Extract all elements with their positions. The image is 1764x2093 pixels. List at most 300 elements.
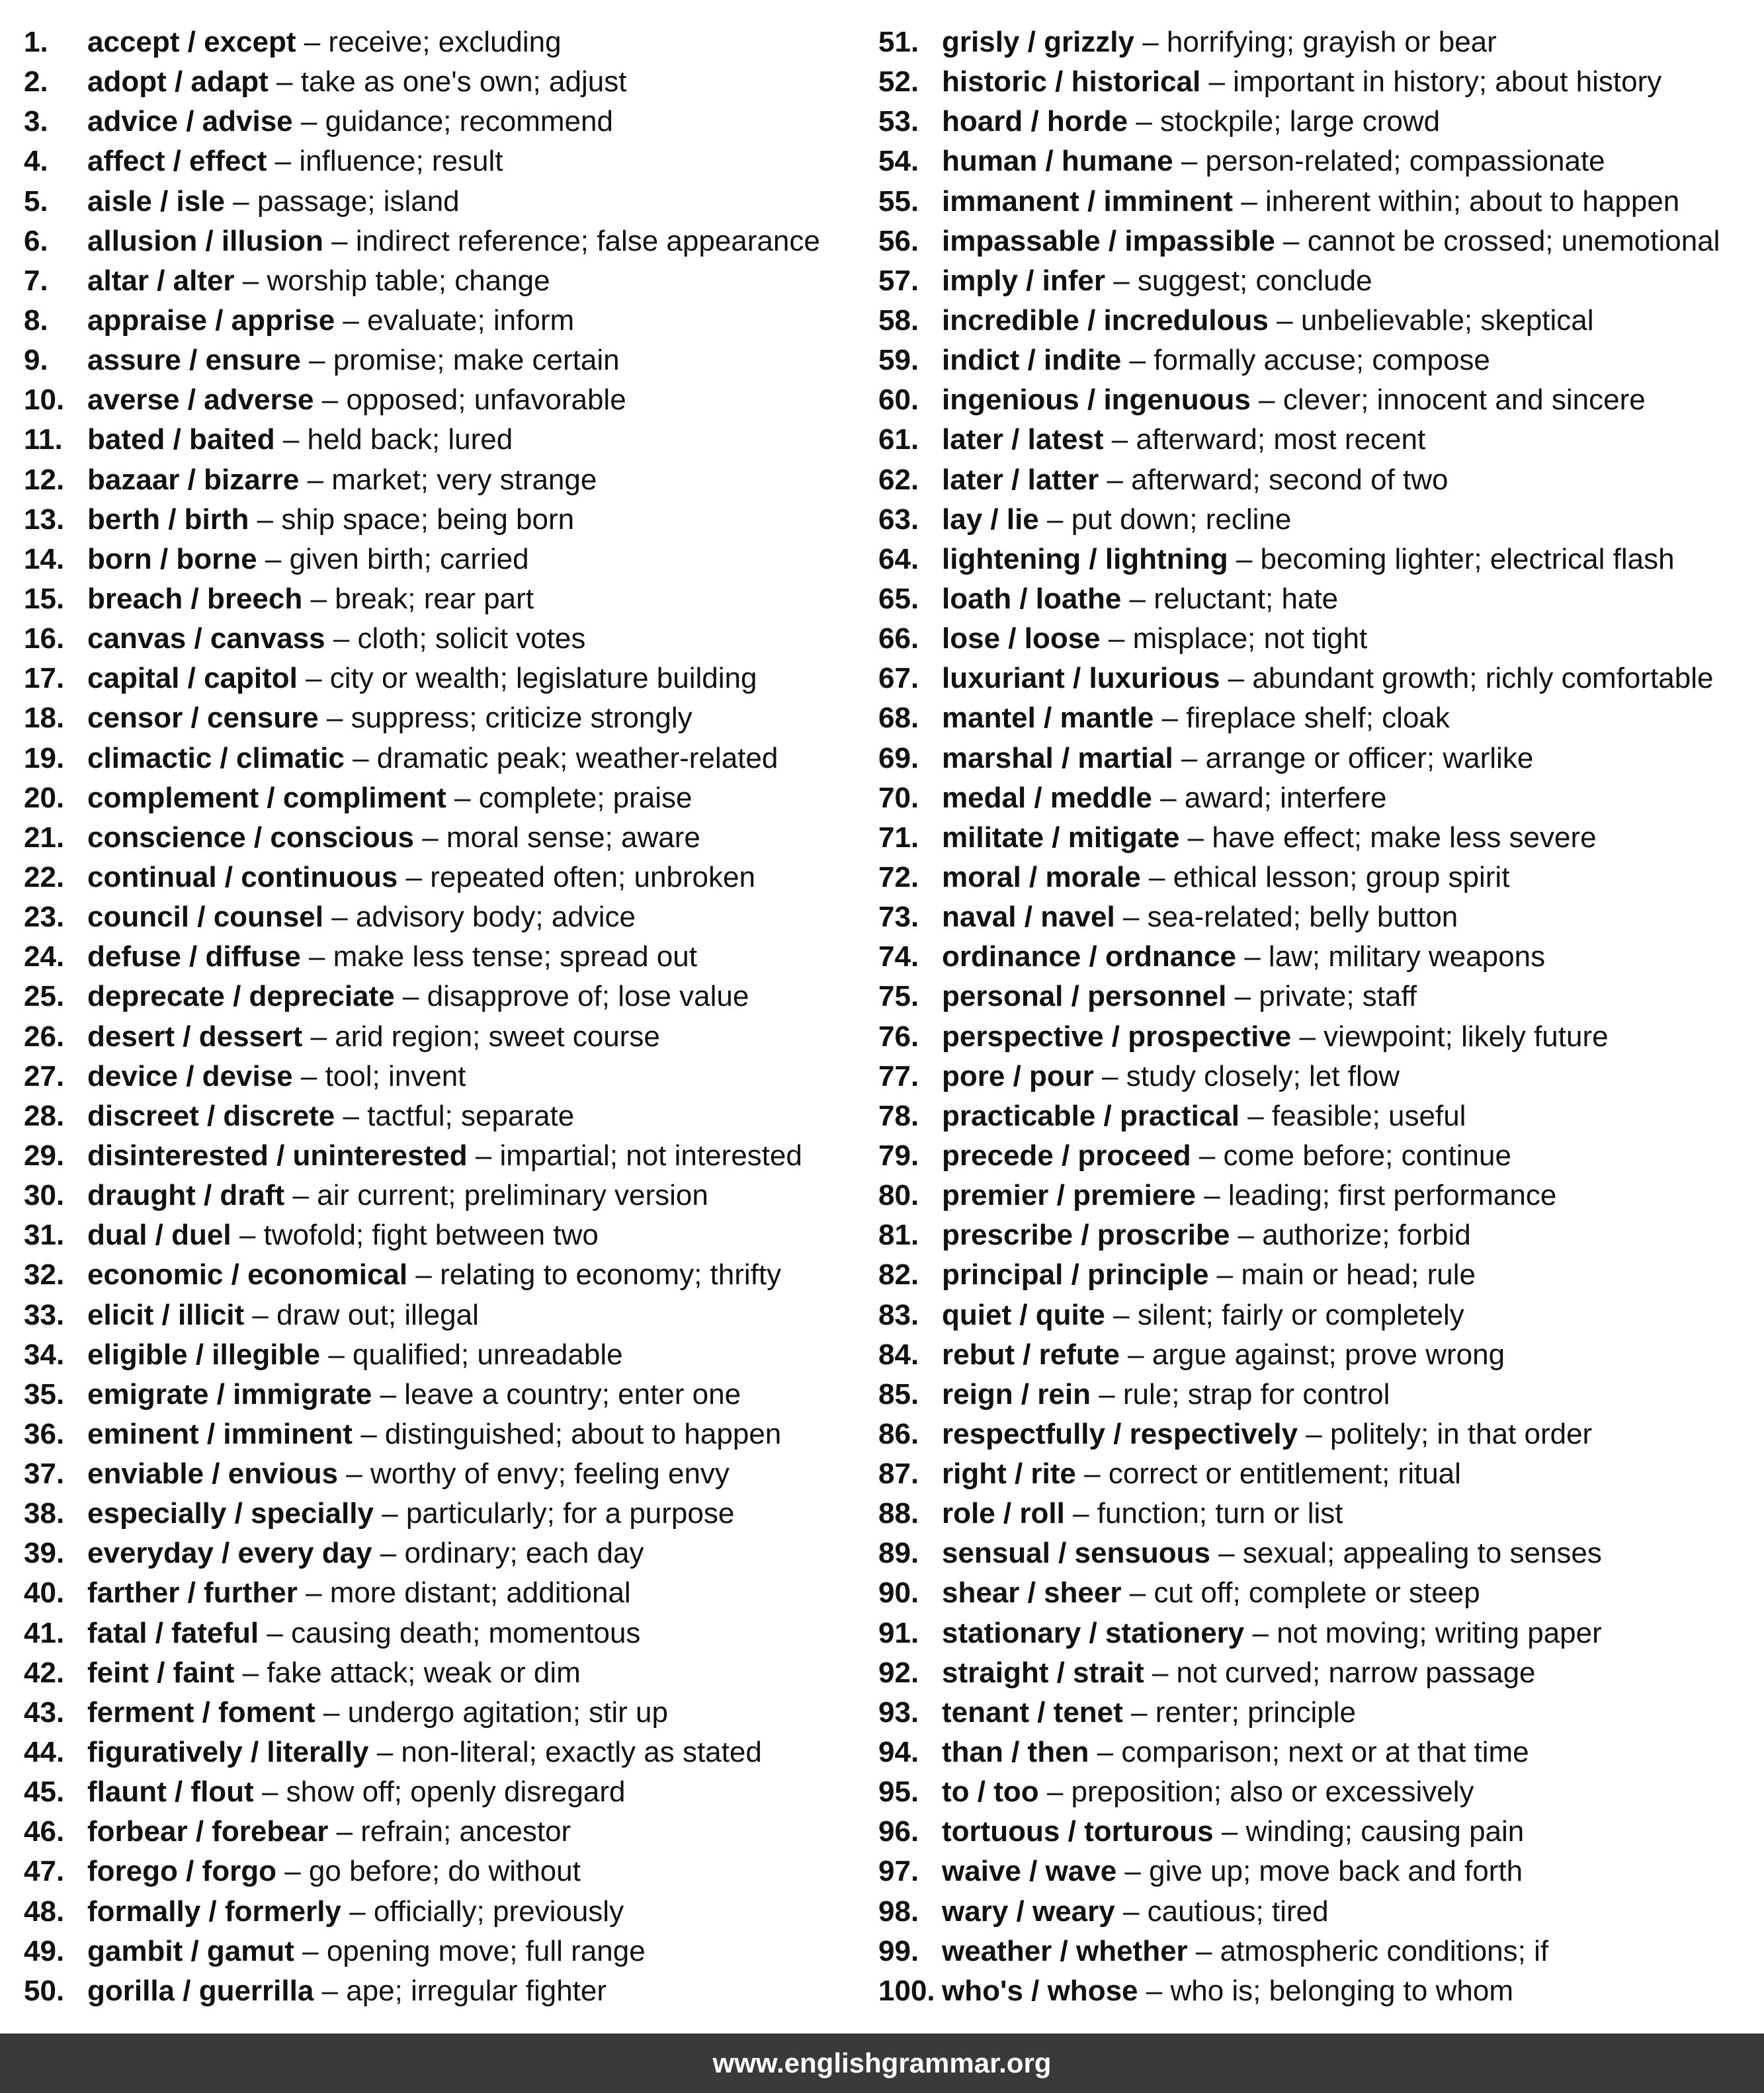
item-entry [942,1136,1511,1176]
word-pair: lose / loose [942,622,1101,655]
word-pair: eligible / illegible [87,1338,321,1371]
item-entry [942,1215,1471,1255]
word-definition: – ethical lesson; group spirit [1149,860,1510,893]
item-number: 61. [878,423,919,456]
list-item [24,1772,870,1812]
word-definition: – officially; previously [349,1895,624,1928]
word-definition: – causing death; momentous [267,1616,641,1649]
item-entry [942,1255,1476,1295]
word-definition: – leading; first performance [1204,1179,1557,1212]
list-item [24,1415,870,1454]
list-item [878,540,1751,579]
word-pair: weather / whether [942,1934,1188,1967]
list-item [878,579,1751,619]
word-definition: – cloth; solicit votes [333,622,586,655]
item-number: 99. [878,1934,919,1967]
list-item [24,301,870,341]
word-definition: – promise; make certain [309,344,620,377]
item-entry [87,659,757,698]
list-item [878,142,1751,181]
item-number: 89. [878,1537,919,1570]
item-number: 69. [878,741,919,774]
item-number: 2. [24,65,48,99]
word-definition: – non-literal; exactly as stated [376,1736,762,1769]
list-item [878,1454,1751,1494]
item-number: 43. [24,1696,65,1729]
list-item [24,1096,870,1136]
list-item [878,1096,1751,1136]
word-definition: – guidance; recommend [300,105,613,138]
list-item [878,1136,1751,1176]
word-pair: stationary / stationery [942,1616,1245,1649]
item-number: 64. [878,542,919,575]
word-pair: bated / baited [87,423,275,456]
list-item [24,261,870,301]
item-number: 78. [878,1099,919,1132]
word-pair: enviable / envious [87,1457,339,1491]
word-pair: figuratively / literally [87,1736,369,1769]
item-number: 28. [24,1099,65,1132]
list-item [878,1494,1751,1534]
word-definition: – influence; result [274,145,503,178]
list-item [24,460,870,500]
item-number: 40. [24,1577,65,1610]
item-number: 57. [878,264,919,297]
word-definition: – put down; recline [1047,503,1292,536]
item-entry [942,1096,1466,1136]
word-definition: – dramatic peak; weather-related [353,741,778,774]
word-definition: – feasible; useful [1247,1099,1466,1132]
item-number: 59. [878,344,919,377]
word-definition: – indirect reference; false appearance [331,224,820,257]
list-item [878,778,1751,818]
list-item [24,1573,870,1613]
item-entry [87,1892,624,1932]
word-pair: emigrate / immigrate [87,1377,372,1411]
item-entry [87,1494,734,1534]
item-entry [87,261,550,301]
list-item [24,22,870,62]
word-definition: – suggest; conclude [1113,264,1372,297]
item-number: 29. [24,1139,65,1172]
word-pair: than / then [942,1736,1089,1769]
word-definition: – sexual; appealing to senses [1218,1537,1602,1570]
item-entry [87,739,778,778]
item-entry [942,1176,1556,1215]
word-definition: – winding; causing pain [1221,1815,1525,1848]
word-definition: – take as one's own; adjust [276,65,627,99]
word-list-column-left [24,22,870,2011]
item-entry [87,540,529,579]
item-number: 86. [878,1417,919,1450]
word-pair: gambit / gamut [87,1934,294,1967]
item-entry [942,22,1497,62]
item-number: 32. [24,1258,65,1292]
word-pair: practicable / practical [942,1099,1239,1132]
item-entry [942,1534,1602,1573]
word-definition: – distinguished; about to happen [360,1417,782,1450]
word-pair: ordinance / ordnance [942,940,1236,973]
word-definition: – draw out; illegal [252,1298,479,1331]
list-item [24,1017,870,1057]
item-entry [87,1295,479,1335]
word-definition: – ape; irregular fighter [321,1974,607,2007]
list-item [878,102,1751,142]
list-item [24,540,870,579]
item-entry [942,1653,1536,1693]
word-definition: – person-related; compassionate [1181,145,1605,178]
item-number: 77. [878,1059,919,1092]
item-entry [942,1772,1474,1812]
word-definition: – cautious; tired [1122,1895,1329,1928]
word-definition: – held back; lured [282,423,513,456]
word-definition: – afterward; second of two [1107,463,1449,496]
item-number: 6. [24,224,48,257]
item-number: 85. [878,1377,919,1411]
item-entry [87,977,749,1016]
word-definition: – given birth; carried [265,542,529,575]
item-entry [87,1772,625,1812]
list-item [24,818,870,858]
word-definition: – ship space; being born [257,503,575,536]
word-definition: – private; staff [1234,980,1417,1013]
item-entry [87,937,697,977]
word-pair: waive / wave [942,1855,1117,1888]
item-number: 49. [24,1934,65,1967]
item-entry [942,540,1675,579]
list-item [24,1971,870,2011]
word-definition: – leave a country; enter one [380,1377,741,1411]
word-definition: – worthy of envy; feeling envy [346,1457,730,1491]
item-entry [942,261,1372,301]
item-number: 87. [878,1457,919,1491]
item-entry [87,1733,762,1772]
word-definition: – law; military weapons [1244,940,1546,973]
word-definition: – passage; island [233,185,460,218]
item-entry [942,579,1338,619]
word-pair: rebut / refute [942,1338,1120,1371]
word-pair: loath / loathe [942,582,1122,615]
list-item [878,261,1751,301]
item-number: 9. [24,344,48,377]
list-item [24,579,870,619]
word-pair: allusion / illusion [87,224,323,257]
item-number: 93. [878,1696,919,1729]
item-entry [87,500,574,540]
list-item [24,619,870,659]
item-entry [942,858,1509,897]
word-pair: dual / duel [87,1219,231,1252]
word-definition: – silent; fairly or completely [1113,1298,1464,1331]
item-entry [87,142,503,181]
item-entry [942,1454,1461,1494]
word-definition: – cut off; complete or steep [1129,1577,1480,1610]
word-pair: advice / advise [87,105,293,138]
item-number: 34. [24,1338,65,1371]
word-definition: – afterward; most recent [1111,423,1426,456]
item-number: 5. [24,185,48,218]
item-entry [87,1852,581,1891]
word-definition: – fake attack; weak or dim [242,1656,581,1689]
word-definition: – disapprove of; lose value [402,980,749,1013]
item-entry [942,977,1417,1016]
item-number: 72. [878,860,919,893]
item-number: 74. [878,940,919,973]
list-item [878,977,1751,1016]
word-pair: assure / ensure [87,344,301,377]
list-item [878,1017,1751,1057]
list-item [24,739,870,778]
item-number: 7. [24,264,48,297]
word-definition: – complete; praise [454,781,693,814]
item-number: 58. [878,304,919,337]
word-pair: flaunt / flout [87,1776,254,1809]
list-item [24,380,870,420]
item-number: 51. [878,26,919,58]
item-entry [942,1733,1529,1772]
word-pair: formally / formerly [87,1895,341,1928]
word-pair: grisly / grizzly [942,26,1134,58]
list-item [878,739,1751,778]
item-entry [87,1573,631,1613]
item-entry [87,102,613,142]
word-pair: accept / except [87,26,296,58]
list-item [24,1295,870,1335]
list-item [878,1415,1751,1454]
item-number: 65. [878,582,919,615]
word-pair: later / latter [942,463,1099,496]
item-number: 91. [878,1616,919,1649]
item-entry [942,1892,1329,1932]
word-definition: – tool; invent [300,1059,466,1092]
item-number: 56. [878,224,919,257]
word-definition: – city or wealth; legislature building [306,662,757,695]
word-pair: lightening / lightning [942,542,1228,575]
word-pair: desert / dessert [87,1020,303,1053]
word-definition: – politely; in that order [1306,1417,1593,1450]
item-entry [87,460,597,500]
item-entry [87,222,820,261]
word-pair: averse / adverse [87,384,314,417]
word-pair: climactic / climatic [87,741,345,774]
word-pair: quiet / quite [942,1298,1105,1331]
word-pair: personal / personnel [942,980,1227,1013]
list-item [878,1215,1751,1255]
word-pair: luxuriant / luxurious [942,662,1220,695]
word-pair: everyday / every day [87,1537,372,1570]
item-number: 3. [24,105,48,138]
item-number: 37. [24,1457,65,1491]
word-pair: defuse / diffuse [87,940,301,973]
item-number: 70. [878,781,919,814]
item-number: 50. [24,1974,65,2007]
item-number: 27. [24,1059,65,1092]
list-item [24,1534,870,1573]
item-number: 83. [878,1298,919,1331]
item-number: 68. [878,702,919,735]
word-definition: – viewpoint; likely future [1299,1020,1609,1053]
word-pair: especially / specially [87,1497,374,1530]
word-definition: – ordinary; each day [380,1537,644,1570]
word-definition: – repeated often; unbroken [405,860,755,893]
item-entry [942,1852,1523,1891]
list-item [878,1693,1751,1733]
item-entry [87,1932,646,1971]
item-number: 60. [878,384,919,417]
item-entry [87,1335,623,1375]
list-item [24,1176,870,1215]
item-number: 1. [24,26,48,58]
item-number: 13. [24,503,65,536]
word-pair: aisle / isle [87,185,225,218]
word-pair: born / borne [87,542,257,575]
word-pair: medal / meddle [942,781,1152,814]
item-entry [942,1573,1480,1613]
list-item [878,897,1751,937]
item-entry [87,1375,741,1415]
word-definition: – have effect; make less severe [1187,821,1597,854]
list-item [878,1892,1751,1932]
item-number: 92. [878,1656,919,1689]
word-definition: – atmospheric conditions; if [1195,1934,1549,1967]
word-definition: – show off; openly disregard [261,1776,626,1809]
list-item [878,1772,1751,1812]
item-entry [87,897,636,937]
item-number: 55. [878,185,919,218]
item-entry [942,1415,1592,1454]
item-number: 97. [878,1855,919,1888]
item-entry [942,1375,1390,1415]
item-entry [87,1614,640,1653]
list-item [24,937,870,977]
item-number: 10. [24,384,65,417]
word-pair: tenant / tenet [942,1696,1123,1729]
word-pair: economic / economical [87,1258,408,1292]
list-item [878,1573,1751,1613]
item-entry [87,619,585,659]
list-item [878,1932,1751,1971]
item-number: 82. [878,1258,919,1292]
item-number: 12. [24,463,65,496]
word-definition: – preposition; also or excessively [1046,1776,1474,1809]
list-item [878,500,1751,540]
word-pair: imply / infer [942,264,1105,297]
item-number: 76. [878,1020,919,1053]
word-pair: continual / continuous [87,860,398,893]
item-number: 39. [24,1537,65,1570]
item-number: 48. [24,1895,65,1928]
item-number: 47. [24,1855,65,1888]
item-entry [942,182,1679,222]
list-item [24,778,870,818]
list-item [24,182,870,222]
item-number: 19. [24,741,65,774]
word-list [0,22,1764,2006]
word-pair: immanent / imminent [942,185,1234,218]
word-list-column-right [878,22,1751,2011]
word-definition: – horrifying; grayish or bear [1142,26,1497,58]
item-entry [87,579,534,619]
item-number: 23. [24,901,65,934]
word-pair: role / roll [942,1497,1065,1530]
word-definition: – suppress; criticize strongly [326,702,693,735]
item-number: 8. [24,304,48,337]
list-item [24,1693,870,1733]
list-item [878,619,1751,659]
word-definition: – misplace; not tight [1108,622,1368,655]
word-definition: – advisory body; advice [331,901,636,934]
word-definition: – air current; preliminary version [292,1179,708,1212]
list-item [24,977,870,1016]
item-entry [87,1812,571,1852]
item-entry [942,1693,1356,1733]
word-definition: – main or head; rule [1216,1258,1476,1292]
item-number: 31. [24,1219,65,1252]
word-definition: – impartial; not interested [475,1139,802,1172]
list-item [878,1057,1751,1096]
item-entry [942,500,1291,540]
item-number: 33. [24,1298,65,1331]
word-pair: shear / sheer [942,1577,1122,1610]
word-pair: feint / faint [87,1656,235,1689]
item-number: 4. [24,145,48,178]
item-number: 17. [24,662,65,695]
word-definition: – evaluate; inform [343,304,575,337]
word-definition: – function; turn or list [1073,1497,1343,1530]
item-number: 46. [24,1815,65,1848]
item-entry [942,897,1458,937]
word-definition: – who is; belonging to whom [1146,1974,1513,2007]
list-item [878,1653,1751,1693]
item-number: 21. [24,821,65,854]
list-item [24,1375,870,1415]
item-entry [87,1415,781,1454]
word-definition: – correct or entitlement; ritual [1084,1457,1461,1491]
word-pair: gorilla / guerrilla [87,1974,314,2007]
word-definition: – break; rear part [310,582,534,615]
word-definition: – make less tense; spread out [308,940,697,973]
list-item [878,1255,1751,1295]
item-number: 24. [24,940,65,973]
word-definition: – abundant growth; richly comfortable [1228,662,1714,695]
item-number: 20. [24,781,65,814]
word-definition: – clever; innocent and sincere [1259,384,1646,417]
list-item [24,1812,870,1852]
list-item [24,1892,870,1932]
footer-url[interactable]: www.englishgrammar.org [712,2047,1052,2078]
word-pair: device / devise [87,1059,293,1092]
item-entry [87,698,693,738]
word-pair: farther / further [87,1577,298,1610]
item-number: 16. [24,622,65,655]
item-entry [942,1971,1513,2011]
word-definition: – opening move; full range [302,1934,646,1967]
word-pair: marshal / martial [942,741,1173,774]
list-item [878,1614,1751,1653]
item-entry [942,380,1646,420]
list-item [24,1733,870,1772]
item-number: 79. [878,1139,919,1172]
list-item [878,420,1751,460]
word-definition: – qualified; unreadable [328,1338,623,1371]
word-pair: lay / lie [942,503,1039,536]
word-definition: – twofold; fight between two [239,1219,599,1252]
word-pair: respectfully / respectively [942,1417,1298,1450]
item-number: 80. [878,1179,919,1212]
item-entry [942,1494,1343,1534]
item-number: 22. [24,860,65,893]
item-entry [942,62,1661,102]
